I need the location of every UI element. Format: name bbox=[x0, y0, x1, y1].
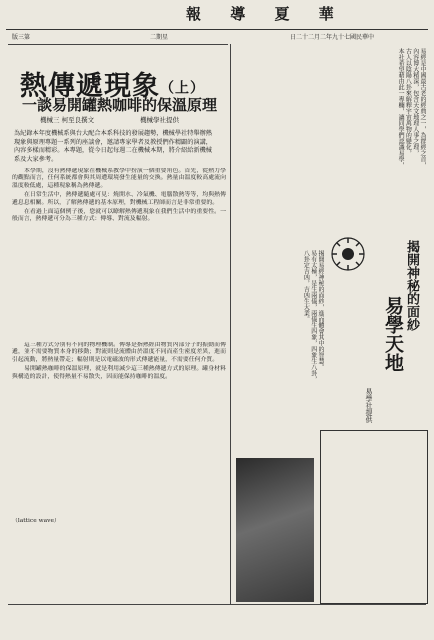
vertical-line: 本社希望藉由此一專欄，讓同學們認識易學， bbox=[397, 48, 405, 168]
vertical-line: 古人以陰陽八卦來解釋宇宙萬物的變化， bbox=[404, 48, 412, 156]
paragraph: 本學期，沒有熱傳遞現象在機械系教學中扮演一個重要角色。首先，從熱力學的觀點而言，任何系統都會與其周遭環境發生能量的交換。熱量由溫度較高處流向溫度較低處，這種現象稱為熱傳遞。 bbox=[12, 168, 226, 189]
section-heading-yixue: 易學天地 bbox=[382, 296, 404, 372]
page-bottom-rule bbox=[8, 604, 426, 605]
right-column-text-top bbox=[236, 48, 426, 236]
masthead-title: 報 導 夏 華 bbox=[186, 5, 346, 23]
paragraph: 易開罐熱咖啡的保溫原理，就是利用減少這三種熱傳遞方式的原理。罐身材料與構造的設計，使得熱量不易散失，因而能保持咖啡的溫度。 bbox=[12, 366, 226, 380]
lattice-note: （lattice wave） bbox=[12, 518, 60, 524]
sidebar-box bbox=[320, 430, 428, 604]
article-title-part: （上） bbox=[160, 80, 205, 97]
masthead-rule bbox=[6, 29, 428, 30]
vertical-line: 揭開易經神秘的面紗，進而體會其中的智慧。 bbox=[317, 250, 324, 370]
section-byline: 易學社提供 bbox=[365, 388, 373, 423]
article-subtitle: 一談易開罐熱咖啡的保溫原理 bbox=[22, 96, 218, 114]
date-line: 日二十二月二年九十七國民華中 bbox=[290, 34, 375, 41]
vertical-line: 內容博大精深，包含天文地理人事之理， bbox=[411, 48, 419, 156]
paragraph: 這三種方式分別有不同的物理機制。傳導是指熱經由物質內部分子的振動而傳遞，並不需要物質本身的移動；對流則是流體由於溫度不同而產生密度差異，進而引起流動，將熱量帶走；輻射則是以電磁波的形式傳遞能量，不需要任何介質。 bbox=[12, 342, 226, 363]
vertical-line: 易有太極，是生兩儀，兩儀生四象，四象生八卦， bbox=[309, 250, 317, 382]
masthead bbox=[0, 0, 434, 26]
paragraph: 在日常生活中，熱傳遞隨處可見：燒開水、冷氣機、電腦散熱等等，均與熱傳遞息息相關。所以，了解熱傳遞的基本原理，對機械工程師而言是非常重要的。 bbox=[12, 192, 226, 206]
article-lede: 為紀錄本年度機械系與台大配合本系科技的發展趨勢，機械學社特舉辦熱現象與原理專題一系列的座談會，邀請專家學者及教授們作精闢的演講，內容多樣而精彩。本專題，從今日起每週二在機械本期，將介紹給新機械系及大家參考。 bbox=[14, 130, 212, 163]
column-divider bbox=[230, 44, 231, 604]
section-heading-mystery: 揭開神秘的面紗 bbox=[404, 240, 419, 331]
article-top-rule bbox=[8, 44, 228, 45]
issue-label: 二期星 bbox=[150, 34, 169, 41]
article-body-col-1 bbox=[12, 168, 226, 338]
vertical-line: 易經是中國最古老的經典之一，為群經之首， bbox=[419, 48, 426, 168]
right-column-text-mid bbox=[236, 250, 324, 450]
vertical-line: 八卦定吉凶，吉凶生大業。 bbox=[302, 250, 310, 322]
article-body-col-2 bbox=[12, 342, 226, 512]
byline-credit: 機械學社提供 bbox=[140, 116, 179, 124]
portrait-photo bbox=[236, 458, 314, 602]
article-title-text: 熱傳遞現象 bbox=[20, 71, 160, 102]
edition-label: 版三第 bbox=[12, 34, 31, 41]
bagua-icon bbox=[330, 236, 366, 272]
paragraph: 在看過上面這個例子後，您就可以瞭解熱傳遞現象在我們生活中的重要性。一般而言，熱傳遞可分為三種方式：傳導、對流及輻射。 bbox=[12, 209, 226, 223]
byline-author: 機械三 柯至良撰文 bbox=[40, 116, 95, 124]
